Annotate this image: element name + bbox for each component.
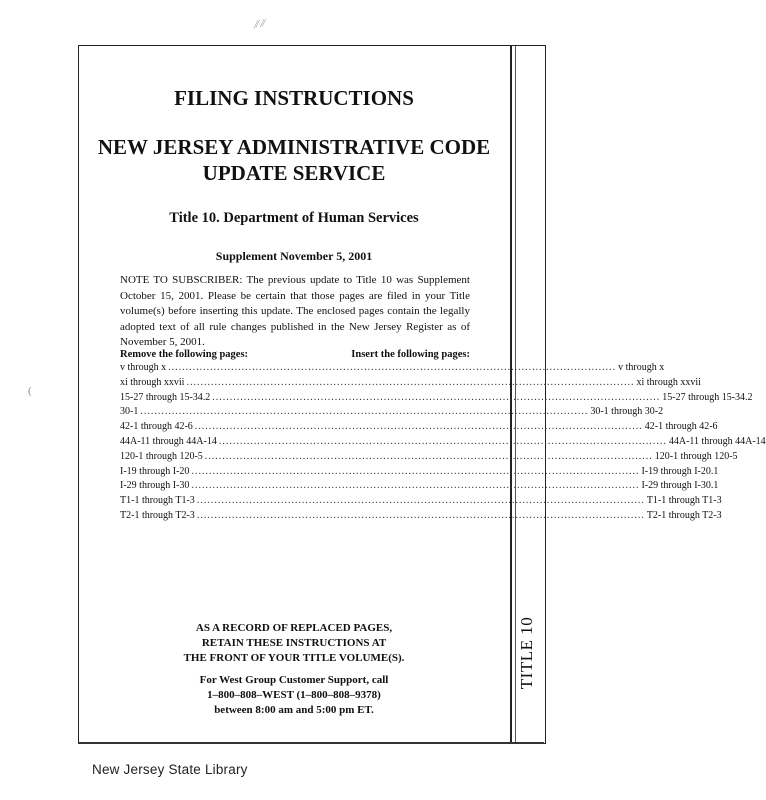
insert-cell: T2-1 through T2-3 (646, 509, 722, 521)
pages-table (120, 362, 766, 525)
insert-cell: 120-1 through 120-5 (654, 450, 738, 462)
insert-cell: 15-27 through 15-34.2 (662, 391, 753, 403)
code-title (78, 134, 510, 186)
remove-cell: 120-1 through 120-5 (120, 450, 203, 462)
insert-cell: I-29 through I-30.1 (641, 480, 719, 492)
table-row: 44A-11 through 44A-14 ................................................................................................................................ 44A-11 through 44A-14 (120, 435, 766, 447)
insert-cell: I-19 through I-20.1 (641, 465, 719, 477)
table-row: 120-1 through 120-5 ................................................................................................................................ 120-1 through 120-5 (120, 450, 738, 462)
insert-cell: xi through xxvii (636, 376, 701, 388)
spine-label: TITLE 10 (517, 616, 537, 690)
insert-cell: T1-1 through T1-3 (646, 495, 722, 507)
record-line: RETAIN THESE INSTRUCTIONS AT (201, 637, 387, 649)
table-row: 15-27 through 15-34.2 ................................................................................................................................ 15-27 through 15-34.2 (120, 391, 753, 403)
support-line: For West Group Customer Support, call (199, 674, 389, 686)
subtitle: Title 10. Department of Human Services (169, 210, 419, 226)
remove-cell: 30-1 (120, 406, 139, 418)
remove-cell: T1-1 through T1-3 (120, 495, 195, 507)
record-line: THE FRONT OF YOUR TITLE VOLUME(S). (183, 652, 405, 664)
table-row: I-29 through I-30 ................................................................................................................................ I-29 through I-30.1 (120, 480, 719, 492)
insert-header: Insert the following pages: (351, 349, 470, 360)
remove-cell: 15-27 through 15-34.2 (120, 391, 211, 403)
table-row: 42-1 through 42-6 ................................................................................................................................ 42-1 through 42-6 (120, 421, 718, 433)
support-phone: 1–800–808–WEST (1–800–808–9378) (207, 689, 381, 701)
insert-cell: 30-1 through 30-2 (590, 406, 664, 418)
record-notice (78, 621, 510, 666)
remove-cell: 44A-11 through 44A-14 (120, 435, 217, 447)
insert-cell: 44A-11 through 44A-14 (668, 435, 766, 447)
page-title: FILING INSTRUCTIONS (174, 86, 414, 110)
library-stamp: New Jersey State Library (92, 762, 248, 777)
subscriber-note: NOTE TO SUBSCRIBER: The previous update to Title 10 was Supplement October 15, 2001. Please be certain that those pages are filed in your Title volume(s) before inserting this update. The enclosed pages contain the legally adopted text of all rule changes published in the New Jersey Register as of November 5, 2001. (120, 274, 470, 348)
remove-cell: xi through xxvii (120, 376, 185, 388)
columns-header (120, 349, 470, 360)
remove-cell: I-29 through I-30 (120, 480, 190, 492)
bottom-rule (78, 742, 544, 744)
customer-support (78, 673, 510, 718)
support-hours: between 8:00 am and 5:00 pm ET. (214, 704, 374, 716)
insert-cell: 42-1 through 42-6 (644, 421, 718, 433)
handwritten-mark: ⁄⁄ ⁄⁄ (254, 17, 267, 31)
remove-header: Remove the following pages: (120, 349, 249, 360)
supplement-date: Supplement November 5, 2001 (215, 249, 373, 263)
remove-cell: I-19 through I-20 (120, 465, 190, 477)
record-line: AS A RECORD OF REPLACED PAGES, (195, 622, 393, 634)
code-title-line: NEW JERSEY ADMINISTRATIVE CODE (97, 135, 491, 159)
insert-cell: v through x (618, 362, 665, 373)
code-title-line: UPDATE SERVICE (202, 161, 386, 185)
table-row: I-19 through I-20 ................................................................................................................................ I-19 through I-20.1 (120, 465, 719, 477)
remove-cell: v through x (120, 362, 167, 373)
scan-mark: ( (28, 385, 32, 397)
remove-cell: T2-1 through T2-3 (120, 509, 195, 521)
table-row: xi through xxvii ................................................................................................................................ xi through xxvii (120, 376, 701, 388)
remove-cell: 42-1 through 42-6 (120, 421, 193, 433)
table-row: T2-1 through T2-3 ................................................................................................................................ T2-1 through T2-3 (120, 509, 722, 521)
table-row: 30-1 ................................................................................................................................ 30-1 through 30-2 (120, 406, 664, 418)
table-row: v through x ................................................................................................................................ v through x (120, 362, 665, 373)
table-row: T1-1 through T1-3 ................................................................................................................................ T1-1 through T1-3 (120, 495, 722, 507)
